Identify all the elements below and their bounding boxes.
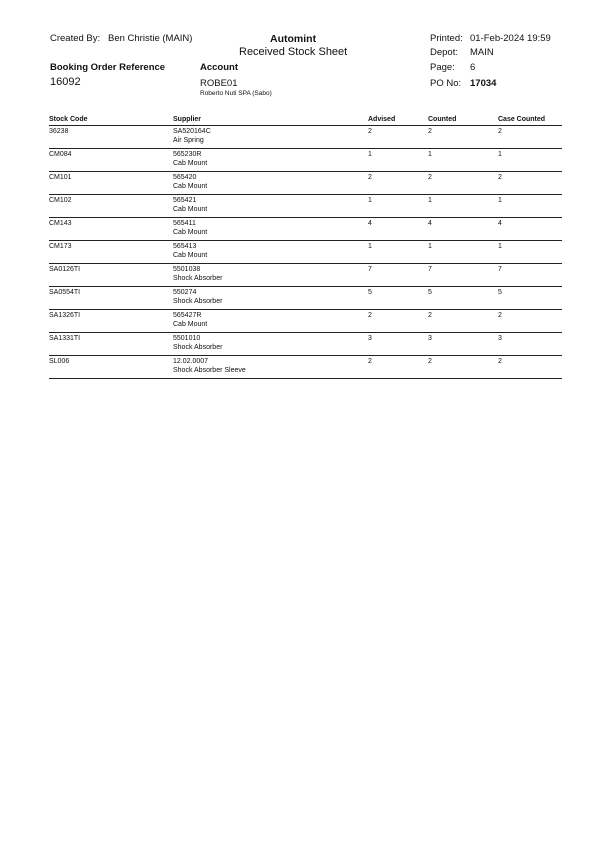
item-description: Air Spring	[173, 136, 204, 144]
case-counted-qty: 2	[498, 356, 562, 379]
stock-code: CM143	[49, 218, 173, 241]
item-description: Shock Absorber	[173, 297, 223, 305]
case-counted-qty: 3	[498, 333, 562, 356]
case-counted-qty: 1	[498, 195, 562, 218]
table-row	[49, 287, 562, 310]
advised-qty: 4	[368, 218, 428, 241]
table-header-row	[49, 115, 562, 126]
case-counted-qty: 2	[498, 172, 562, 195]
depot-value: MAIN	[470, 47, 494, 58]
item-description: Shock Absorber	[173, 274, 223, 282]
supplier-cell	[173, 333, 368, 356]
supplier-cell	[173, 195, 368, 218]
advised-qty: 5	[368, 287, 428, 310]
supplier-cell	[173, 241, 368, 264]
item-description: Cab Mount	[173, 159, 208, 167]
stock-code: CM173	[49, 241, 173, 264]
sheet-subtitle: Received Stock Sheet	[239, 46, 348, 58]
supplier-cell	[173, 356, 368, 379]
stock-code: SA0126TI	[49, 264, 173, 287]
po-value: 17034	[470, 78, 497, 89]
counted-qty: 5	[428, 287, 498, 310]
advised-qty: 1	[368, 149, 428, 172]
supplier-cell	[173, 287, 368, 310]
case-counted-qty: 1	[498, 149, 562, 172]
supplier-cell	[173, 126, 368, 149]
supplier-cell	[173, 149, 368, 172]
table-row	[49, 264, 562, 287]
advised-qty: 2	[368, 356, 428, 379]
counted-qty: 2	[428, 126, 498, 149]
stock-code: CM084	[49, 149, 173, 172]
counted-qty: 2	[428, 356, 498, 379]
supplier-code: 565413	[173, 243, 197, 250]
supplier-code: 12.02.0007	[173, 358, 209, 365]
table-row	[49, 172, 562, 195]
col-case-counted: Case Counted	[498, 115, 562, 126]
advised-qty: 2	[368, 126, 428, 149]
table-row	[49, 310, 562, 333]
col-supplier: Supplier	[173, 115, 368, 126]
supplier-code: 565427R	[173, 312, 202, 319]
item-description: Cab Mount	[173, 320, 208, 328]
advised-qty: 2	[368, 172, 428, 195]
account-code: ROBE01	[200, 78, 238, 89]
supplier-cell	[173, 172, 368, 195]
counted-qty: 3	[428, 333, 498, 356]
depot-label: Depot:	[430, 47, 458, 58]
table-row	[49, 126, 562, 149]
supplier-cell	[173, 218, 368, 241]
advised-qty: 3	[368, 333, 428, 356]
supplier-cell	[173, 264, 368, 287]
supplier-code: 5501010	[173, 335, 201, 342]
stock-code: SA0554TI	[49, 287, 173, 310]
case-counted-qty: 5	[498, 287, 562, 310]
stock-code: SA1326TI	[49, 310, 173, 333]
case-counted-qty: 7	[498, 264, 562, 287]
printed-value: 01-Feb-2024 19:59	[470, 33, 551, 44]
advised-qty: 1	[368, 241, 428, 264]
booking-ref-value: 16092	[50, 76, 81, 88]
table-row	[49, 333, 562, 356]
item-description: Shock Absorber	[173, 343, 223, 351]
counted-qty: 7	[428, 264, 498, 287]
col-counted: Counted	[428, 115, 498, 126]
supplier-code: SA520164C	[173, 128, 211, 135]
counted-qty: 2	[428, 172, 498, 195]
account-label: Account	[200, 62, 238, 73]
counted-qty: 1	[428, 149, 498, 172]
col-stock-code: Stock Code	[49, 115, 173, 126]
case-counted-qty: 2	[498, 310, 562, 333]
received-stock-table	[49, 115, 562, 379]
advised-qty: 7	[368, 264, 428, 287]
supplier-cell	[173, 310, 368, 333]
item-description: Cab Mount	[173, 228, 208, 236]
supplier-code: 5501038	[173, 266, 201, 273]
table-row	[49, 241, 562, 264]
account-name: Roberto Nuti SPA (Sabo)	[200, 90, 272, 97]
case-counted-qty: 1	[498, 241, 562, 264]
stock-code: 36238	[49, 126, 173, 149]
case-counted-qty: 4	[498, 218, 562, 241]
item-description: Cab Mount	[173, 251, 208, 259]
counted-qty: 1	[428, 241, 498, 264]
item-description: Shock Absorber Sleeve	[173, 366, 246, 374]
counted-qty: 2	[428, 310, 498, 333]
stock-code: CM102	[49, 195, 173, 218]
printed-label: Printed:	[430, 33, 463, 44]
advised-qty: 2	[368, 310, 428, 333]
counted-qty: 1	[428, 195, 498, 218]
table-row	[49, 356, 562, 379]
booking-ref-label: Booking Order Reference	[50, 62, 166, 73]
item-description: Cab Mount	[173, 182, 208, 190]
page-label: Page:	[430, 62, 455, 73]
page-value: 6	[470, 62, 476, 73]
stock-code: SL006	[49, 356, 173, 379]
advised-qty: 1	[368, 195, 428, 218]
table-row	[49, 218, 562, 241]
stock-code: CM101	[49, 172, 173, 195]
item-description: Cab Mount	[173, 205, 208, 213]
supplier-code: 565411	[173, 220, 196, 227]
created-by-label: Created By:	[50, 33, 101, 44]
supplier-code: 550274	[173, 289, 197, 296]
company-title: Automint	[270, 33, 317, 45]
supplier-code: 565420	[173, 174, 197, 181]
supplier-code: 565421	[173, 197, 197, 204]
created-by-value: Ben Christie (MAIN)	[108, 33, 193, 44]
po-label: PO No:	[430, 78, 462, 89]
supplier-code: 565230R	[173, 151, 202, 158]
table-row	[49, 149, 562, 172]
counted-qty: 4	[428, 218, 498, 241]
case-counted-qty: 2	[498, 126, 562, 149]
table-row	[49, 195, 562, 218]
col-advised: Advised	[368, 115, 428, 126]
stock-code: SA1331TI	[49, 333, 173, 356]
